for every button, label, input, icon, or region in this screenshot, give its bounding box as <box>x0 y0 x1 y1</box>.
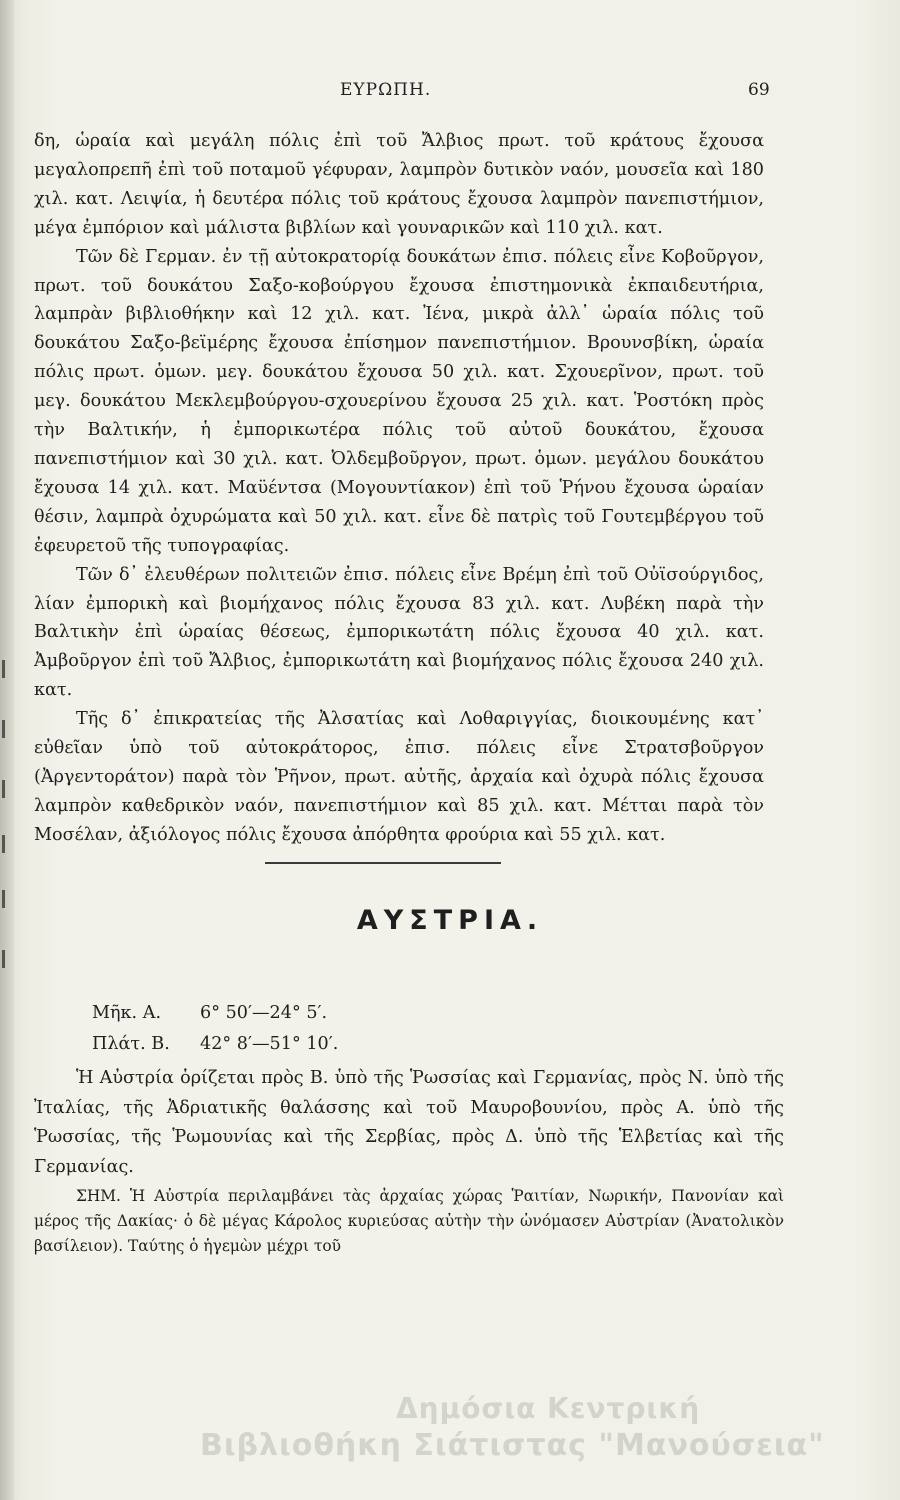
section-text <box>34 1064 784 1259</box>
paragraph: Ἡ Αὐστρία ὁρίζεται πρὸς Β. ὑπὸ τῆς Ῥωσσίας καὶ Γερμανίας, πρὸς Ν. ὑπὸ τῆς Ἰταλίας, τῆς Ἀδριατικῆς θαλάσσης καὶ τοῦ Μαυροβουνίου, πρὸς Α. ὑπὸ τῆς Ῥωσσίας, τῆς Ῥωμουνίας καὶ τῆς Σερβίας, πρὸς Δ. ὑπὸ τῆς Ἑλβετίας καὶ τῆς Γερμανίας. <box>34 1068 784 1177</box>
longitude-row <box>92 998 338 1029</box>
longitude-label: Μῆκ. Α. <box>92 1003 162 1023</box>
paragraph: Τῶν δ᾽ ἐλευθέρων πολιτειῶν ἐπισ. πόλεις εἶνε Βρέμη ἐπὶ τοῦ Οὐϊσούργιδος, λίαν ἐμπορικὴ καὶ βιομήχανος πόλις ἔχουσα 83 χιλ. κατ. Λυβέκη παρὰ τὴν Βαλτικὴν ἐπὶ ὡραίας θέσεως, ἐμπορικωτάτη πόλις ἔχουσα 40 χιλ. κατ. Ἀμβοῦργον ἐπὶ τοῦ Ἄλβιος, ἐμπορικωτάτη καὶ βιομήχανος πόλις ἔχουσα 240 χιλ. κατ. <box>34 564 764 701</box>
running-head: ΕΥΡΩΠΗ. <box>340 80 432 100</box>
coordinates-block <box>92 998 338 1060</box>
note-paragraph: ΣΗΜ. Ἡ Αὐστρία περιλαμβάνει τὰς ἀρχαίας χώρας Ῥαιτίαν, Νωρικήν, Πανονίαν καὶ μέρος τῆς Δακίας· ὁ δὲ μέγας Κάρολος κυριεύσας αὐτὴν τὴν ὠνόμασεν Αὐστρίαν (Ἀνατολικὸν βασίλειον). Ταύτης ὁ ἡγεμὼν μέχρι τοῦ <box>34 1187 784 1255</box>
margin-marks <box>0 660 20 1020</box>
longitude-value: 6° 50′—24° 5′. <box>200 1003 328 1023</box>
latitude-label: Πλάτ. Β. <box>92 1034 170 1054</box>
watermark-line-2: Βιβλιοθήκη Σιάτιστας "Μανούσεια" <box>200 1428 825 1463</box>
body-text <box>34 127 764 850</box>
page-header <box>0 80 900 110</box>
latitude-value: 42° 8′—51° 10′. <box>200 1034 339 1054</box>
library-watermark <box>0 1392 900 1472</box>
paragraph: Τῆς δ᾽ ἐπικρατείας τῆς Ἀλσατίας καὶ Λοθαριγγίας, διοικουμένης κατ᾽ εὐθεῖαν ὑπὸ τοῦ αὐτοκράτορος, ἐπισ. πόλεις εἶνε Στρατσβοῦργον (Ἀργεντοράτον) παρὰ τὸν Ῥῆνον, πρωτ. αὐτῆς, ἀρχαία καὶ ὀχυρὰ πόλις ἔχουσα λαμπρὸν καθεδρικὸν ναόν, πανεπιστήμιον καὶ 85 χιλ. κατ. Μέτται παρὰ τὸν Μοσέλαν, ἀξιόλογος πόλις ἔχουσα ἀπόρθητα φρούρια καὶ 55 χιλ. κατ. <box>34 709 764 845</box>
latitude-row <box>92 1029 338 1060</box>
watermark-line-1: Δημόσια Κεντρική <box>396 1392 701 1425</box>
paragraph: Τῶν δὲ Γερμαν. ἐν τῇ αὐτοκρατορίᾳ δουκάτων ἐπισ. πόλεις εἶνε Κοβοῦργον, πρωτ. τοῦ δουκάτου Σαξο-κοβούργου ἔχουσα ἐπιστημονικὰ ἐκπαιδευτήρια, λαμπρὰν βιβλιοθήκην καὶ 12 χιλ. κατ. Ἰένα, μικρὰ ἀλλ᾽ ὡραία πόλις τοῦ δουκάτου Σαξο-βεϊμέρης ἔχουσα ἐπίσημον πανεπιστήμιον. Βρουνσβίκη, ὡραία πόλις πρωτ. ὁμων. μεγ. δουκάτου ἔχουσα 50 χιλ. κατ. Σχουερῖνον, πρωτ. τοῦ μεγ. δουκάτου Μεκλεμβούργου-σχουερίνου ἔχουσα 25 χιλ. κατ. Ῥοστόκη πρὸς τὴν Βαλτικήν, ἡ ἐμπορικωτέρα πόλις τοῦ αὐτοῦ δουκάτου, ἔχουσα πανεπιστήμιον καὶ 30 χιλ. κατ. Ὀλδεμβοῦργον, πρωτ. ὁμων. μεγάλου δουκάτου ἔχουσα 14 χιλ. κατ. Μαϋέντσα (Μογουντίακον) ἐπὶ τοῦ Ῥήνου ἔχουσα ὡραίαν θέσιν, λαμπρὰ ὀχυρώματα καὶ 50 χιλ. κατ. εἶνε δὲ πατρὶς τοῦ Γουτεμβέργου τοῦ ἐφευρετοῦ τῆς τυπογραφίας. <box>34 246 764 556</box>
page-number: 69 <box>748 80 770 100</box>
section-divider <box>265 862 501 864</box>
section-title: ΑΥΣΤΡΙΑ. <box>356 905 544 936</box>
paragraph: δη, ὡραία καὶ μεγάλη πόλις ἐπὶ τοῦ Ἄλβιος πρωτ. τοῦ κράτους ἔχουσα μεγαλοπρεπῆ ἐπὶ τοῦ ποταμοῦ γέφυραν, λαμπρὸν δυτικὸν ναόν, μουσεῖα καὶ 180 χιλ. κατ. Λειψία, ἡ δευτέρα πόλις τοῦ κράτους ἔχουσα λαμπρὸν πανεπιστήμιον, μέγα ἐμπόριον καὶ μάλιστα βιβλίων καὶ γουναρικῶν καὶ 110 χιλ. κατ. <box>34 131 764 238</box>
